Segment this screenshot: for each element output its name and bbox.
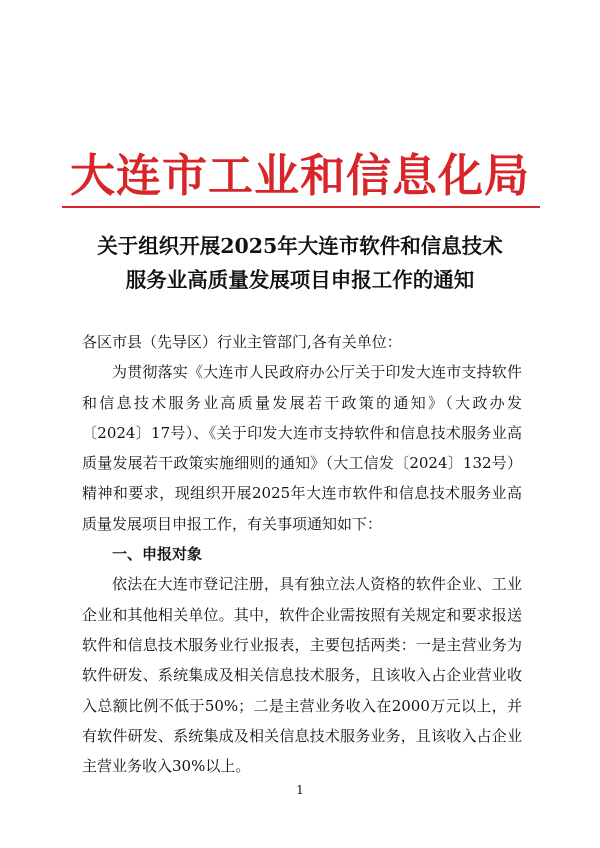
document-title-line-1: 关于组织开展2025年大连市软件和信息技术	[97, 234, 503, 258]
section-paragraph: 依法在大连市登记注册，具有独立法人资格的软件企业、工业企业和其他相关单位。其中，软件企业需按照有关规定和要求报送软件和信息技术服务业行业报表，主要包括两类：一是主营业务为软件研发、系统集成及相关信息技术服务，且该收入占企业营业收入总额比例不低于50%；二是主营业务收入在2000万元以上，并有软件研发、系统集成及相关信息技术服务业务，且该收入占企业主营业务收入30%以上。	[82, 575, 522, 776]
document-body	[82, 327, 522, 781]
letterhead-title: 大连市工业和信息化局	[69, 149, 530, 202]
document-title-line-2: 服务业高质量发展项目申报工作的通知	[125, 268, 475, 292]
page-number: 1	[296, 783, 304, 797]
salutation: 各区市县（先导区）行业主管部门,各有关单位：	[82, 333, 402, 351]
intro-paragraph: 为贯彻落实《大连市人民政府办公厅关于印发大连市支持软件和信息技术服务业高质量发展若干政策的通知》（大政办发〔2024〕17号）、《关于印发大连市支持软件和信息技术服务业高质量发展若干政策实施细则的通知》（大工信发〔2024〕132号）精神和要求，现组织开展2025年大连市软件和信息技术服务业高质量发展项目申报工作，有关事项通知如下：	[82, 363, 522, 533]
document-title	[0, 229, 600, 297]
letterhead-red-rule	[62, 206, 540, 208]
section-heading: 一、申报对象	[112, 545, 203, 564]
